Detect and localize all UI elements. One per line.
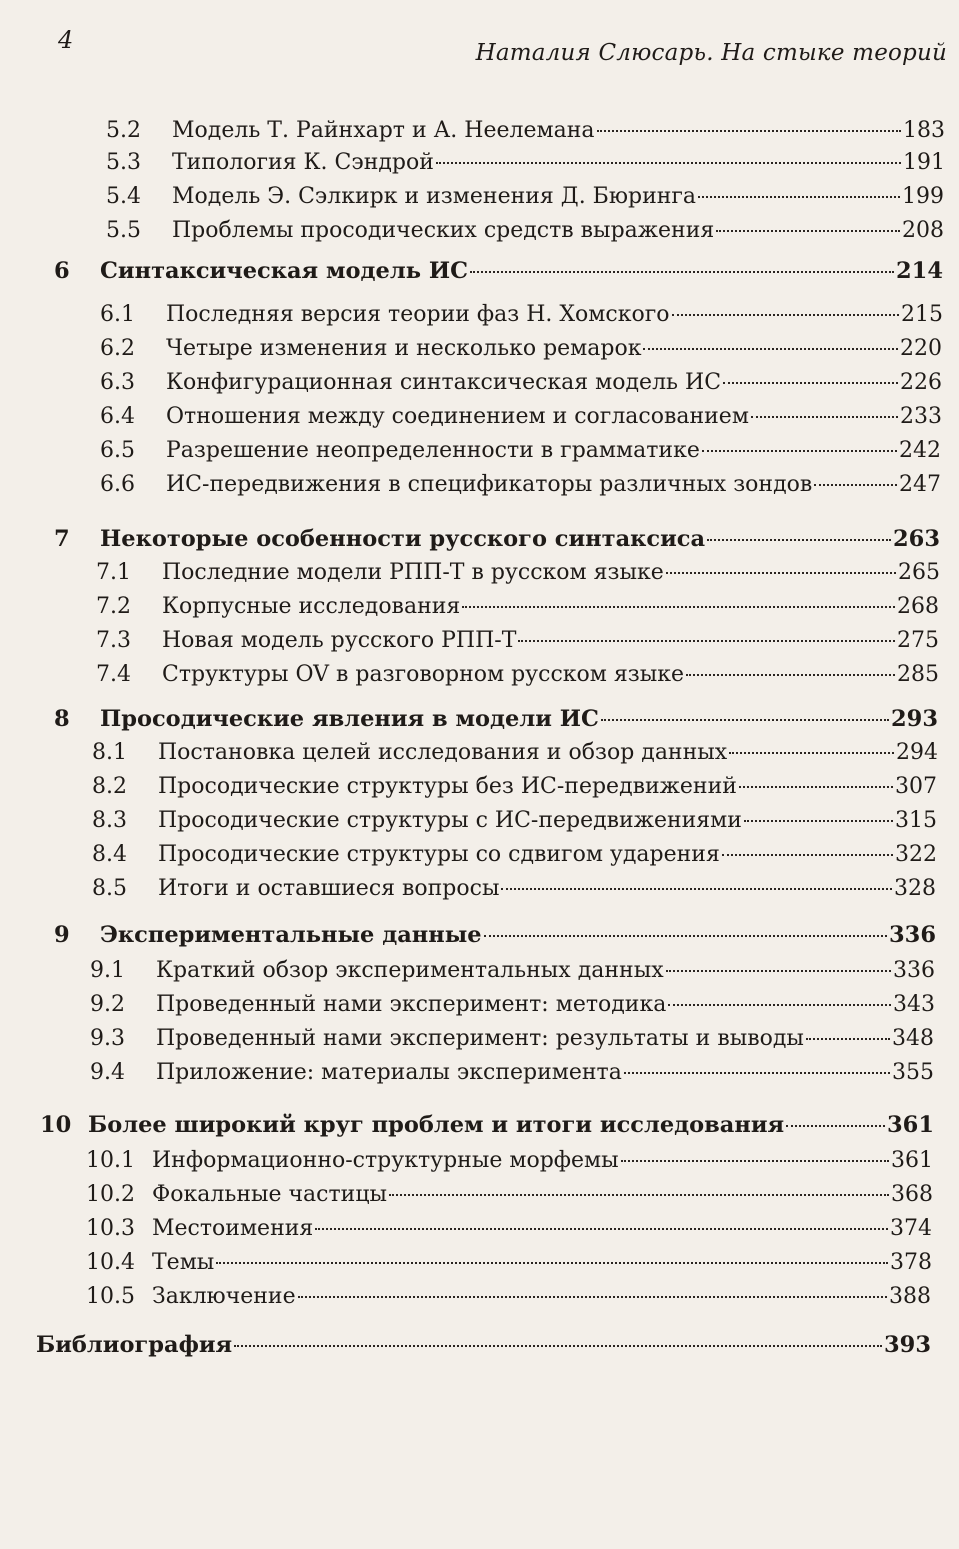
- toc-title: Модель Э. Сэлкирк и изменения Д. Бюринга: [172, 184, 697, 209]
- toc-section-entry: [100, 404, 942, 429]
- toc-title: Информационно-структурные морфемы: [152, 1148, 619, 1173]
- toc-page-number: 183: [903, 118, 945, 143]
- toc-page-number: 378: [890, 1250, 932, 1275]
- toc-page-number: 199: [902, 184, 944, 209]
- toc-section-entry: [106, 218, 944, 243]
- toc-page-number: 208: [902, 218, 944, 243]
- toc-section-entry: [96, 662, 939, 687]
- toc-number: 6.5: [100, 438, 135, 463]
- toc-section-entry: [90, 1060, 934, 1085]
- toc-title: Синтаксическая модель ИС: [100, 258, 468, 284]
- dot-leader: [672, 314, 900, 316]
- toc-page-number: 315: [895, 808, 937, 833]
- dot-leader: [744, 820, 893, 822]
- dot-leader: [751, 416, 898, 418]
- toc-title: Проблемы просодических средств выражения: [172, 218, 715, 243]
- toc-section-entry: [100, 302, 943, 327]
- toc-number: 9.2: [90, 992, 125, 1017]
- toc-page-number: 336: [889, 922, 936, 948]
- dot-leader: [668, 1004, 891, 1006]
- toc-page-number: 388: [889, 1284, 931, 1309]
- dot-leader: [470, 271, 894, 273]
- dot-leader: [723, 382, 898, 384]
- toc-title: Приложение: материалы эксперимента: [156, 1060, 622, 1085]
- dot-leader: [666, 970, 891, 972]
- toc-title: Темы: [152, 1250, 215, 1275]
- toc-number: 7.2: [96, 594, 131, 619]
- toc-number: 8.5: [92, 876, 127, 901]
- toc-section-entry: [96, 594, 939, 619]
- dot-leader: [722, 854, 893, 856]
- toc-section-entry: [92, 876, 936, 901]
- toc-section-entry: [106, 118, 945, 143]
- toc-page-number: 242: [899, 438, 941, 463]
- toc-section-entry: [100, 438, 941, 463]
- dot-leader: [601, 719, 889, 721]
- dot-leader: [436, 162, 901, 164]
- toc-page-number: 275: [897, 628, 939, 653]
- toc-section-entry: [106, 184, 944, 209]
- toc-number: 10.2: [86, 1182, 135, 1207]
- dot-leader: [643, 348, 898, 350]
- toc-section-entry: [86, 1284, 931, 1309]
- toc-title: Конфигурационная синтаксическая модель ИС: [166, 370, 722, 395]
- toc-chapter-entry: [40, 1112, 934, 1138]
- toc-page-number: 368: [891, 1182, 933, 1207]
- toc-section-entry: [106, 150, 945, 175]
- toc-number: 10: [40, 1112, 72, 1138]
- dot-leader: [786, 1125, 885, 1127]
- dot-leader: [621, 1160, 889, 1162]
- dot-leader: [216, 1262, 888, 1264]
- dot-leader: [462, 606, 895, 608]
- toc-section-entry: [90, 1026, 934, 1051]
- toc-title: Новая модель русского РПП-Т: [162, 628, 517, 653]
- toc-number: 5.5: [106, 218, 141, 243]
- toc-page-number: 348: [892, 1026, 934, 1051]
- toc-chapter-entry: [54, 922, 936, 948]
- dot-leader: [806, 1038, 890, 1040]
- toc-section-entry: [86, 1148, 933, 1173]
- toc-title: Проведенный нами эксперимент: результаты и выводы: [156, 1026, 804, 1051]
- toc-page-number: 294: [896, 740, 938, 765]
- toc-title: Проведенный нами эксперимент: методика: [156, 992, 667, 1017]
- toc-title: Библиография: [36, 1332, 233, 1358]
- toc-number: 6: [54, 258, 70, 284]
- dot-leader: [739, 786, 893, 788]
- toc-number: 9.1: [90, 958, 125, 983]
- toc-page-number: 328: [894, 876, 936, 901]
- toc-section-entry: [86, 1216, 932, 1241]
- toc-number: 6.4: [100, 404, 135, 429]
- toc-title: Краткий обзор экспериментальных данных: [156, 958, 664, 983]
- toc-section-entry: [92, 808, 937, 833]
- toc-section-entry: [100, 336, 942, 361]
- toc-page-number: 293: [891, 706, 938, 732]
- toc-section-entry: [100, 472, 941, 497]
- toc-page-number: 215: [901, 302, 943, 327]
- toc-title: Модель Т. Райнхарт и А. Неелемана: [172, 118, 595, 143]
- toc-number: 8.3: [92, 808, 127, 833]
- toc-page-number: 263: [893, 526, 940, 552]
- dot-leader: [298, 1296, 887, 1298]
- toc-title: Корпусные исследования: [162, 594, 461, 619]
- toc-number: 9.4: [90, 1060, 125, 1085]
- dot-leader: [389, 1194, 889, 1196]
- toc-section-entry: [100, 370, 942, 395]
- toc-entry-bibliography: [36, 1332, 931, 1358]
- running-head: Наталия Слюсарь. На стыке теорий: [475, 40, 947, 66]
- toc-number: 6.2: [100, 336, 135, 361]
- toc-number: 9: [54, 922, 70, 948]
- toc-section-entry: [90, 958, 935, 983]
- toc-title: Фокальные частицы: [152, 1182, 387, 1207]
- toc-number: 10.5: [86, 1284, 135, 1309]
- toc-number: 10.1: [86, 1148, 135, 1173]
- dot-leader: [716, 230, 900, 232]
- toc-title: Местоимения: [152, 1216, 314, 1241]
- toc-number: 9.3: [90, 1026, 125, 1051]
- toc-page-number: 361: [887, 1112, 934, 1138]
- toc-title: Четыре изменения и несколько ремарок: [166, 336, 642, 361]
- toc-page-number: 343: [893, 992, 935, 1017]
- dot-leader: [729, 752, 894, 754]
- dot-leader: [814, 484, 897, 486]
- toc-number: 8.4: [92, 842, 127, 867]
- toc-title: Постановка целей исследования и обзор данных: [158, 740, 728, 765]
- toc-title: Заключение: [152, 1284, 296, 1309]
- toc-page-number: 285: [897, 662, 939, 687]
- toc-page-number: 233: [900, 404, 942, 429]
- toc-number: 10.4: [86, 1250, 135, 1275]
- toc-page-number: 361: [891, 1148, 933, 1173]
- toc-chapter-entry: [54, 706, 938, 732]
- toc-page-number: 265: [898, 560, 940, 585]
- toc-title: Последние модели РПП-Т в русском языке: [162, 560, 664, 585]
- toc-number: 7.4: [96, 662, 131, 687]
- toc-title: Более широкий круг проблем и итоги исследования: [88, 1112, 785, 1138]
- toc-page-number: 220: [900, 336, 942, 361]
- toc-number: 5.3: [106, 150, 141, 175]
- toc-number: 8.2: [92, 774, 127, 799]
- dot-leader: [501, 888, 892, 890]
- toc-chapter-entry: [54, 258, 943, 284]
- toc-number: 8.1: [92, 740, 127, 765]
- dot-leader: [518, 640, 895, 642]
- dot-leader: [686, 674, 895, 676]
- toc-title: Просодические структуры без ИС-передвижений: [158, 774, 737, 799]
- toc-section-entry: [86, 1182, 933, 1207]
- toc-title: Разрешение неопределенности в грамматике: [166, 438, 700, 463]
- toc-number: 10.3: [86, 1216, 135, 1241]
- toc-section-entry: [96, 628, 939, 653]
- toc-section-entry: [92, 842, 937, 867]
- dot-leader: [707, 539, 891, 541]
- dot-leader: [484, 935, 887, 937]
- toc-page-number: 214: [896, 258, 943, 284]
- toc-number: 5.2: [106, 118, 141, 143]
- dot-leader: [315, 1228, 888, 1230]
- toc-section-entry: [92, 740, 938, 765]
- toc-page-number: 322: [895, 842, 937, 867]
- toc-number: 7.3: [96, 628, 131, 653]
- toc-page-number: 247: [899, 472, 941, 497]
- dot-leader: [234, 1345, 882, 1347]
- toc-title: Просодические явления в модели ИС: [100, 706, 599, 732]
- toc-number: 6.6: [100, 472, 135, 497]
- toc-page-number: 374: [890, 1216, 932, 1241]
- toc-page-number: 336: [893, 958, 935, 983]
- toc-number: 6.3: [100, 370, 135, 395]
- toc-title: Итоги и оставшиеся вопросы: [158, 876, 500, 901]
- toc-section-entry: [92, 774, 937, 799]
- dot-leader: [666, 572, 896, 574]
- dot-leader: [624, 1072, 890, 1074]
- dot-leader: [702, 450, 897, 452]
- toc-page-number: 393: [884, 1332, 931, 1358]
- toc-page-number: 191: [903, 150, 945, 175]
- toc-title: Просодические структуры со сдвигом ударения: [158, 842, 720, 867]
- toc-title: Типология К. Сэндрой: [172, 150, 434, 175]
- toc-section-entry: [90, 992, 935, 1017]
- toc-page-number: 268: [897, 594, 939, 619]
- toc-section-entry: [86, 1250, 932, 1275]
- toc-title: Структуры OV в разговорном русском языке: [162, 662, 685, 687]
- toc-number: 6.1: [100, 302, 135, 327]
- toc-title: Отношения между соединением и согласованием: [166, 404, 749, 429]
- toc-title: Просодические структуры с ИС-передвижениями: [158, 808, 742, 833]
- toc-number: 7: [54, 526, 70, 552]
- toc-number: 7.1: [96, 560, 131, 585]
- toc-number: 8: [54, 706, 70, 732]
- toc-page-number: 226: [900, 370, 942, 395]
- toc-page-number: 355: [892, 1060, 934, 1085]
- page-number: 4: [58, 26, 74, 54]
- toc-section-entry: [96, 560, 940, 585]
- toc-title: Последняя версия теории фаз Н. Хомского: [166, 302, 670, 327]
- toc-number: 5.4: [106, 184, 141, 209]
- toc-title: Некоторые особенности русского синтаксиса: [100, 526, 706, 552]
- dot-leader: [698, 196, 900, 198]
- toc-title: Экспериментальные данные: [100, 922, 482, 948]
- toc-chapter-entry: [54, 526, 940, 552]
- toc-title: ИС-передвижения в спецификаторы различных зондов: [166, 472, 813, 497]
- dot-leader: [597, 130, 902, 132]
- toc-page-number: 307: [895, 774, 937, 799]
